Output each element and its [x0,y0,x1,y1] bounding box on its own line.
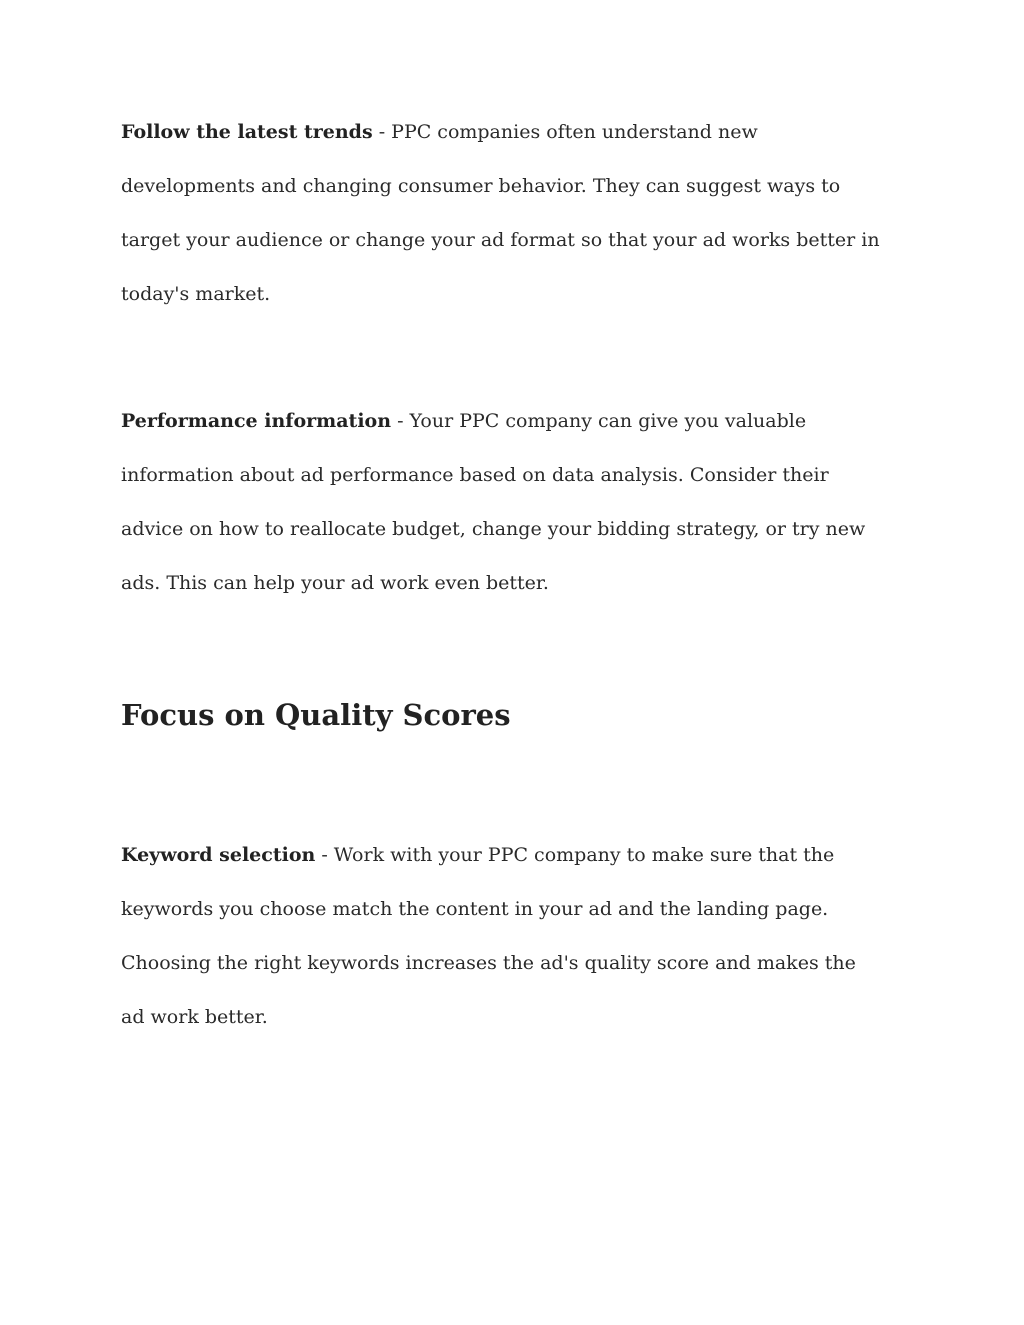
term-performance-information: Performance information [121,410,392,432]
paragraph-follow-trends-text: - PPC companies often understand new developments and changing consumer behavior. They can suggest ways to target your audience or change your ad format so that your ad works better in today's market. [121,121,880,305]
paragraph-performance-information [121,394,881,610]
term-keyword-selection: Keyword selection [121,844,316,866]
paragraph-follow-trends [121,105,881,321]
paragraph-performance-information-text: - Your PPC company can give you valuable information about ad performance based on data analysis. Consider their advice on how to reallocate budget, change your bidding strategy, or try new ads. This can help your ad work even better. [121,410,866,594]
paragraph-keyword-selection [121,828,881,1044]
paragraph-keyword-selection-text: - Work with your PPC company to make sure that the keywords you choose match the content in your ad and the landing page. Choosing the right keywords increases the ad's quality score and makes the ad work better. [121,844,856,1028]
heading-quality-scores: Focus on Quality Scores [121,698,511,732]
term-follow-trends: Follow the latest trends [121,121,373,143]
